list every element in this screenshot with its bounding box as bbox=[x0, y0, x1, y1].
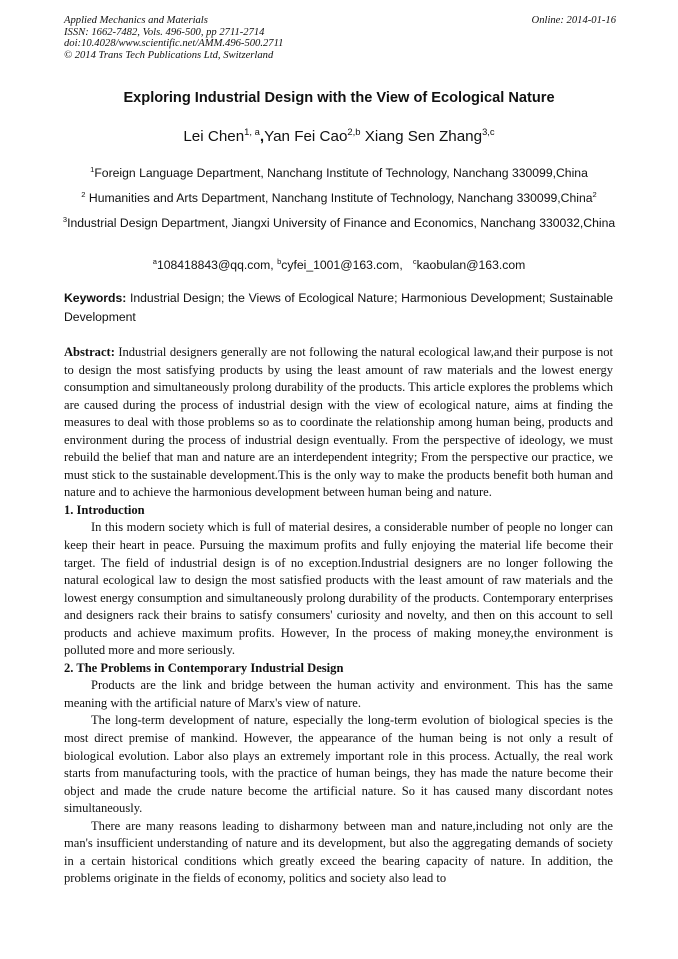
paragraph: In this modern society which is full of material desires, a considerable number of people no longer can keep their heart in peace. Pursuing the maximum profits and fully enjoying the material life become their target. The field of industrial design is of no exception.Industrial designers are no longer following the natural ecological law to design the most satisfied products with the least amount of raw materials and the lowest energy consumption and simultaneously prolong durability of the products. Contemporary enterprises and designers rack their brains to satisfy consumers' curiosity and novelty, and then on this account to sell products and achieve maximum profits. However, In the process of making money,the environment is polluted more and more seriously. bbox=[64, 520, 613, 658]
issn: ISSN: 1662-7482, Vols. 496-500, pp 2711-2714 bbox=[64, 26, 265, 38]
section-heading: 2. The Problems in Contemporary Industrial Design bbox=[64, 660, 344, 675]
paper-body bbox=[64, 344, 613, 888]
paper-title: Exploring Industrial Design with the View of Ecological Nature bbox=[123, 90, 555, 106]
affiliation-superscript: 2 bbox=[81, 189, 86, 199]
paragraph: The long-term development of nature, especially the long-term evolution of biological species is the most direct premise of mankind. However, the appearance of the human being is not only a result of biological evolution. Labor also plays an extremely important role in this process. Actually, the real work starts from manufacturing tools, with the practice of human beings, they has made the nature become their object and made the crude nature become the artificial nature. So it has caused many discordant notes simultaneously. bbox=[64, 713, 613, 816]
online-date: Online: 2014-01-16 bbox=[531, 15, 616, 26]
journal-header bbox=[64, 15, 616, 61]
journal-name: Applied Mechanics and Materials bbox=[64, 15, 208, 26]
email-superscript: a bbox=[152, 256, 157, 266]
author-superscript: 3,c bbox=[482, 125, 495, 137]
affiliation-superscript: 1 bbox=[90, 164, 95, 174]
paragraph: There are many reasons leading to disharmony between man and nature,including not only are the man's insufficient understanding of nature and its development, but also the aggregating demands of society in a certain historical conditions which greatly exceed the bearing capacity of nature. In addition, the problems originate in the fields of economy, politics and society also lead to bbox=[64, 818, 613, 886]
author-superscript: 2,b bbox=[347, 125, 361, 137]
abstract-label: Abstract: bbox=[64, 345, 115, 359]
email-address: cyfei_1001@163.com, bbox=[281, 258, 413, 272]
email-list bbox=[0, 258, 678, 272]
affiliation-superscript: 2 bbox=[592, 189, 597, 199]
abstract bbox=[64, 344, 613, 502]
keywords bbox=[64, 289, 613, 326]
affiliation-text: Industrial Design Department, Jiangxi University of Finance and Economics, Nanchang 330032,China bbox=[67, 216, 616, 230]
author-name: Yan Fei Cao bbox=[264, 128, 348, 145]
keywords-label: Keywords: bbox=[64, 291, 127, 305]
affiliation-superscript: 3 bbox=[62, 214, 68, 224]
email-address: kaobulan@163.com bbox=[416, 258, 526, 272]
author-list: Lei Chen$^{1, a}$,Yan Fei Cao$^{2,b}$ Xiang Sen Zhang$^{3,c}$ bbox=[183, 125, 495, 145]
email-superscript: b bbox=[277, 256, 282, 266]
keywords-text: Industrial Design; the Views of Ecological Nature; Harmonious Development; Sustainable Development bbox=[64, 291, 613, 324]
paragraph: Products are the link and bridge between the human activity and environment. This has the same meaning with the artificial nature of Marx's view of nature. bbox=[64, 678, 613, 710]
affiliation-1 bbox=[60, 164, 618, 183]
author-name: Xiang Sen Zhang bbox=[364, 128, 483, 145]
email-superscript: c bbox=[412, 256, 417, 266]
author-name: Lei Chen bbox=[183, 128, 245, 145]
affiliation-text: Foreign Language Department, Nanchang Institute of Technology, Nanchang 330099,China bbox=[94, 166, 588, 180]
affiliation-2 bbox=[60, 189, 618, 208]
affiliation-3 bbox=[60, 214, 618, 233]
affiliation-text: Humanities and Arts Department, Nanchang Institute of Technology, Nanchang 330099,China bbox=[85, 191, 593, 205]
doi: doi:10.4028/www.scientific.net/AMM.496-500.2711 bbox=[64, 38, 284, 50]
copyright: © 2014 Trans Tech Publications Ltd, Switzerland bbox=[64, 49, 274, 61]
email-address: 108418843@qq.com, bbox=[156, 258, 278, 272]
author-superscript: 1, a bbox=[244, 125, 260, 137]
abstract-text: Industrial designers generally are not following the natural ecological law,and their purpose is not to design the most satisfying products by using the least amount of raw materials and the lowest energy consumption and simultaneously prolong durability of the products. This article explores the problems which are caused during the process of industrial design with the view of ecological nature, aims at finding the measures to deal with those problems so as to coordinate the relationship among human being, products and environment during the process of industrial design eventually. From the perspective of ideology, we must rebuild the belief that man and nature are an interdependent integrity; From the perspective our practice, we must stick to the sustainable development.This is the only way to make the products benefit both human and nature and to achieve the harmonious development between human being and nature. bbox=[64, 345, 613, 500]
section-heading: 1. Introduction bbox=[64, 502, 145, 517]
